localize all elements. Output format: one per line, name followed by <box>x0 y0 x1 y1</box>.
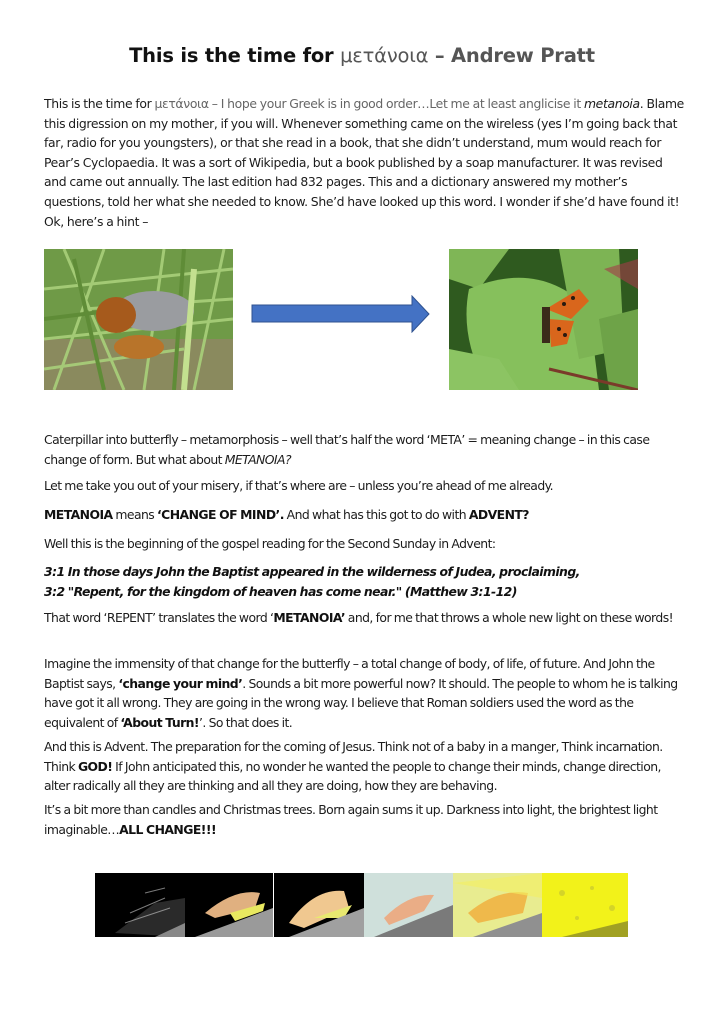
misery-paragraph: Let me take you out of your misery, if that’s where are – unless you’re ahead of me already. <box>44 478 554 493</box>
strip-frame-5 <box>453 873 542 937</box>
repent-text-a: That word ‘REPENT’ translates the word ‘ <box>44 610 274 625</box>
repent-paragraph <box>44 608 684 628</box>
repent-metanoia: METANOIA’ <box>273 610 345 625</box>
strip-frame-2 <box>185 873 273 937</box>
imagine-paragraph <box>44 654 684 732</box>
means-question: And what has this got to do with <box>283 507 469 522</box>
arrow-right-icon <box>251 295 431 333</box>
strip-frame-4 <box>364 873 453 937</box>
all-change: ALL CHANGE!!! <box>119 821 217 837</box>
metanoia-emphasis: METANOIA? <box>224 451 291 467</box>
intro-lead: This is the time for <box>44 96 155 111</box>
imagine-text-c: ’. So that does it. <box>199 714 293 730</box>
title-lead: This is the time for <box>129 44 341 67</box>
metanoia-word: METANOIA <box>44 507 113 522</box>
repent-text-b: and, for me that throws a whole new light on these words! <box>344 610 674 625</box>
advent-text-b: If John anticipated this, no wonder he wanted the people to change their minds, change direction, alter radically all they are thinking and all they are doing, how they are behaving. <box>44 758 661 794</box>
means-text: means <box>112 507 158 522</box>
candles-text: It’s a bit more than candles and Christmas trees. Born again sums it up. Darkness into light, the brightest light imaginable… <box>44 802 658 837</box>
intro-tail: . <box>639 96 644 111</box>
about-turn: ‘About Turn! <box>120 714 200 730</box>
intro-body: Blame this digression on my mother, if you will. Whenever something came on the wireless (yes I’m going back that far, radio for you youngsters), or that she read in a book, that she didn’t understand, mum would reach for Pear’s Cyclopaedia. It was a sort of Wikipedia, but a book published by a soap manufacturer. It was revised and came out annually. The last edition had 832 pages. This and a dictionary answered my mother’s questions, told her what she needed to know. She’d have looked up this word. I wonder if she’d have found it! Ok, here’s a hint – <box>44 96 684 229</box>
intro-paragraph <box>44 94 684 231</box>
advent-paragraph <box>44 737 684 796</box>
butterfly-photo <box>449 249 638 390</box>
advent-word: ADVENT? <box>468 507 529 522</box>
strip-frame-1 <box>95 873 185 937</box>
change-your-mind: ‘change your mind’ <box>118 675 243 691</box>
butterfly-image <box>449 249 638 390</box>
imagine-text-b: . Sounds a bit more powerful now? It should. The people to whom he is talking have got it all wrong. They are going in the wrong way. I believe that Roman soldiers used the word as the equivalent of <box>44 675 678 730</box>
strip-frame-3 <box>274 873 364 937</box>
strip-frame-6 <box>542 873 628 937</box>
scripture-line-2: 3:2 "Repent, for the kingdom of heaven has come near." (Matthew 3:1-12) <box>44 583 517 599</box>
scripture-quote <box>44 562 684 601</box>
caterpillar-image <box>44 249 233 390</box>
candles-paragraph <box>44 800 684 839</box>
caterpillar-paragraph <box>44 430 684 469</box>
change-of-mind: ‘CHANGE OF MIND’. <box>157 507 284 522</box>
god-word: GOD! <box>77 758 113 774</box>
caterpillar-text: Caterpillar into butterfly – metamorphosis – well that’s half the word ‘META’ = meaning change – in this case change of form. But what about <box>44 432 650 467</box>
title-greek-word: μετάνοια <box>340 44 429 67</box>
advent-text-a: And this is Advent. The preparation for the coming of Jesus. Think not of a baby in a manger, Think incarnation. Think <box>44 739 663 774</box>
imagine-text-a: Imagine the immensity of that change for the butterfly – a total change of body, of life, of future. And John the Baptist says, <box>44 656 655 691</box>
caterpillar-photo <box>44 249 233 390</box>
scripture-line-1: 3:1 In those days John the Baptist appeared in the wilderness of Judea, proclaiming, <box>44 564 580 579</box>
gospel-paragraph: Well this is the beginning of the gospel reading for the Second Sunday in Advent: <box>44 536 496 551</box>
title-author: – Andrew Pratt <box>428 44 595 67</box>
intro-greek-aside: μετάνοια – I hope your Greek is in good order…Let me at least anglicise it <box>154 96 584 111</box>
page-title <box>0 44 724 67</box>
arrow-shape <box>252 296 429 332</box>
intro-transliteration: metanoia <box>583 96 640 111</box>
means-paragraph <box>44 505 684 525</box>
